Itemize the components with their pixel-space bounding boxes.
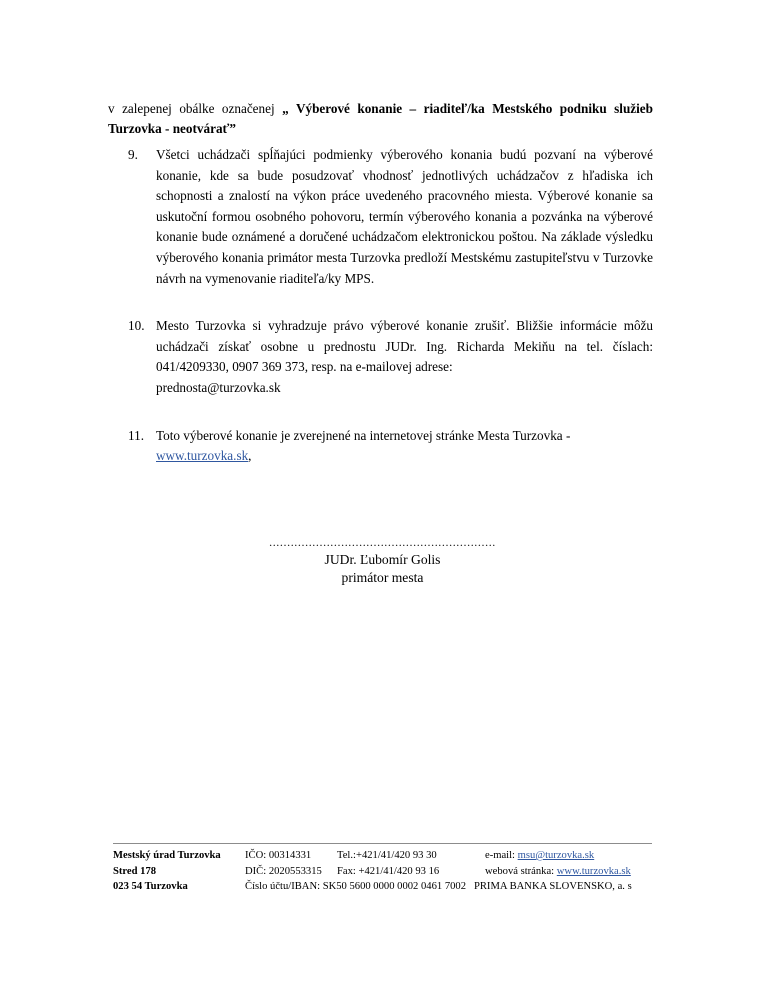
footer-iban: Číslo účtu/IBAN: SK50 5600 0000 0002 0461 7002: [245, 881, 467, 893]
list-item-11: [108, 426, 653, 467]
list-item-9-text: Všetci uchádzači spĺňajúci podmienky výberového konania budú pozvaní na výberové konanie, kde sa bude posudzovať vhodnosť jednotlivých uchádzačov z hľadiska ich schopnosti a znalostí na výkon práce uvedeného pracovného miesta. Výberové konanie sa uskutoční formou osobného pohovoru, termín výberového konania a pozvánka na výberové konanie bude oznámené a doručené uchádzačom elektronickou poštou. Na základe výsledku výberového konania primátor mesta Turzovka predloží Mestskému zastupiteľstvu v Turzovke návrh na vymenovanie riaditeľa/ky MPS.: [156, 147, 653, 286]
footer-contact-table: [113, 848, 652, 895]
footer-dic: DIČ: 2020553315: [245, 865, 322, 877]
footer-website-cell: [485, 864, 652, 880]
intro-bold-title: „ Výberové konanie – riaditeľ/ka Mestského podniku služieb Turzovka - neotvárať”: [108, 101, 653, 137]
footer-ico: IČO: 00314331: [245, 850, 312, 861]
footer-row-1: [113, 848, 652, 864]
footer-row-3: [113, 879, 652, 895]
list-item-9-number: 9.: [128, 147, 138, 162]
list-item-11-text: Toto výberové konanie je zverejnené na internetovej stránke Mesta Turzovka -: [156, 427, 571, 443]
footer-divider: [113, 843, 652, 844]
list-item-9: [108, 145, 653, 289]
footer-office-name: Mestský úrad Turzovka: [113, 850, 221, 861]
turzovka-website-link[interactable]: www.turzovka.sk: [156, 448, 249, 464]
list-item-11-link-line: [156, 446, 653, 467]
footer-email-link[interactable]: msu@turzovka.sk: [517, 850, 595, 861]
list-item-10: [108, 316, 653, 398]
signature-block: [0, 536, 765, 587]
list-item-10-number: 10.: [128, 318, 145, 334]
footer-email-label: e-mail:: [485, 850, 518, 861]
footer-telephone: Tel.:+421/41/420 93 30: [337, 850, 437, 861]
footer-city: 023 54 Turzovka: [113, 881, 188, 893]
signature-dotted-line: ...............................................................: [269, 535, 496, 549]
footer-row-2: [113, 864, 652, 880]
footer-street: Stred 178: [113, 865, 157, 877]
list-item-10-email: prednosta@turzovka.sk: [156, 379, 281, 395]
footer-bank-name: PRIMA BANKA SLOVENSKO, a. s: [473, 881, 632, 893]
intro-lead-text: v zalepenej obálke označenej: [108, 101, 283, 117]
list-item-11-trailing-comma: ,: [248, 448, 252, 464]
footer-fax: Fax: +421/41/420 93 16: [337, 865, 440, 877]
intro-paragraph: [108, 99, 653, 139]
footer-website-link[interactable]: www.turzovka.sk: [556, 865, 631, 877]
footer-email-cell: [485, 848, 652, 864]
signature-role: primátor mesta: [341, 570, 424, 585]
page-footer: [113, 843, 652, 895]
footer-website-label: webová stránka:: [485, 865, 557, 877]
list-item-10-text: Mesto Turzovka si vyhradzuje právo výberové konanie zrušiť. Bližšie informácie môžu uchádzači získať osobne u prednostu JUDr. Ing. Richarda Mekiňu na tel. číslach: 041/4209330, 0907 369 373, resp. na e-mailovej adrese:: [156, 318, 653, 375]
footer-bank-cell: [245, 879, 652, 895]
signature-name: JUDr. Ľubomír Golis: [324, 552, 441, 567]
list-item-11-number: 11.: [128, 427, 144, 443]
numbered-list: [108, 145, 653, 467]
